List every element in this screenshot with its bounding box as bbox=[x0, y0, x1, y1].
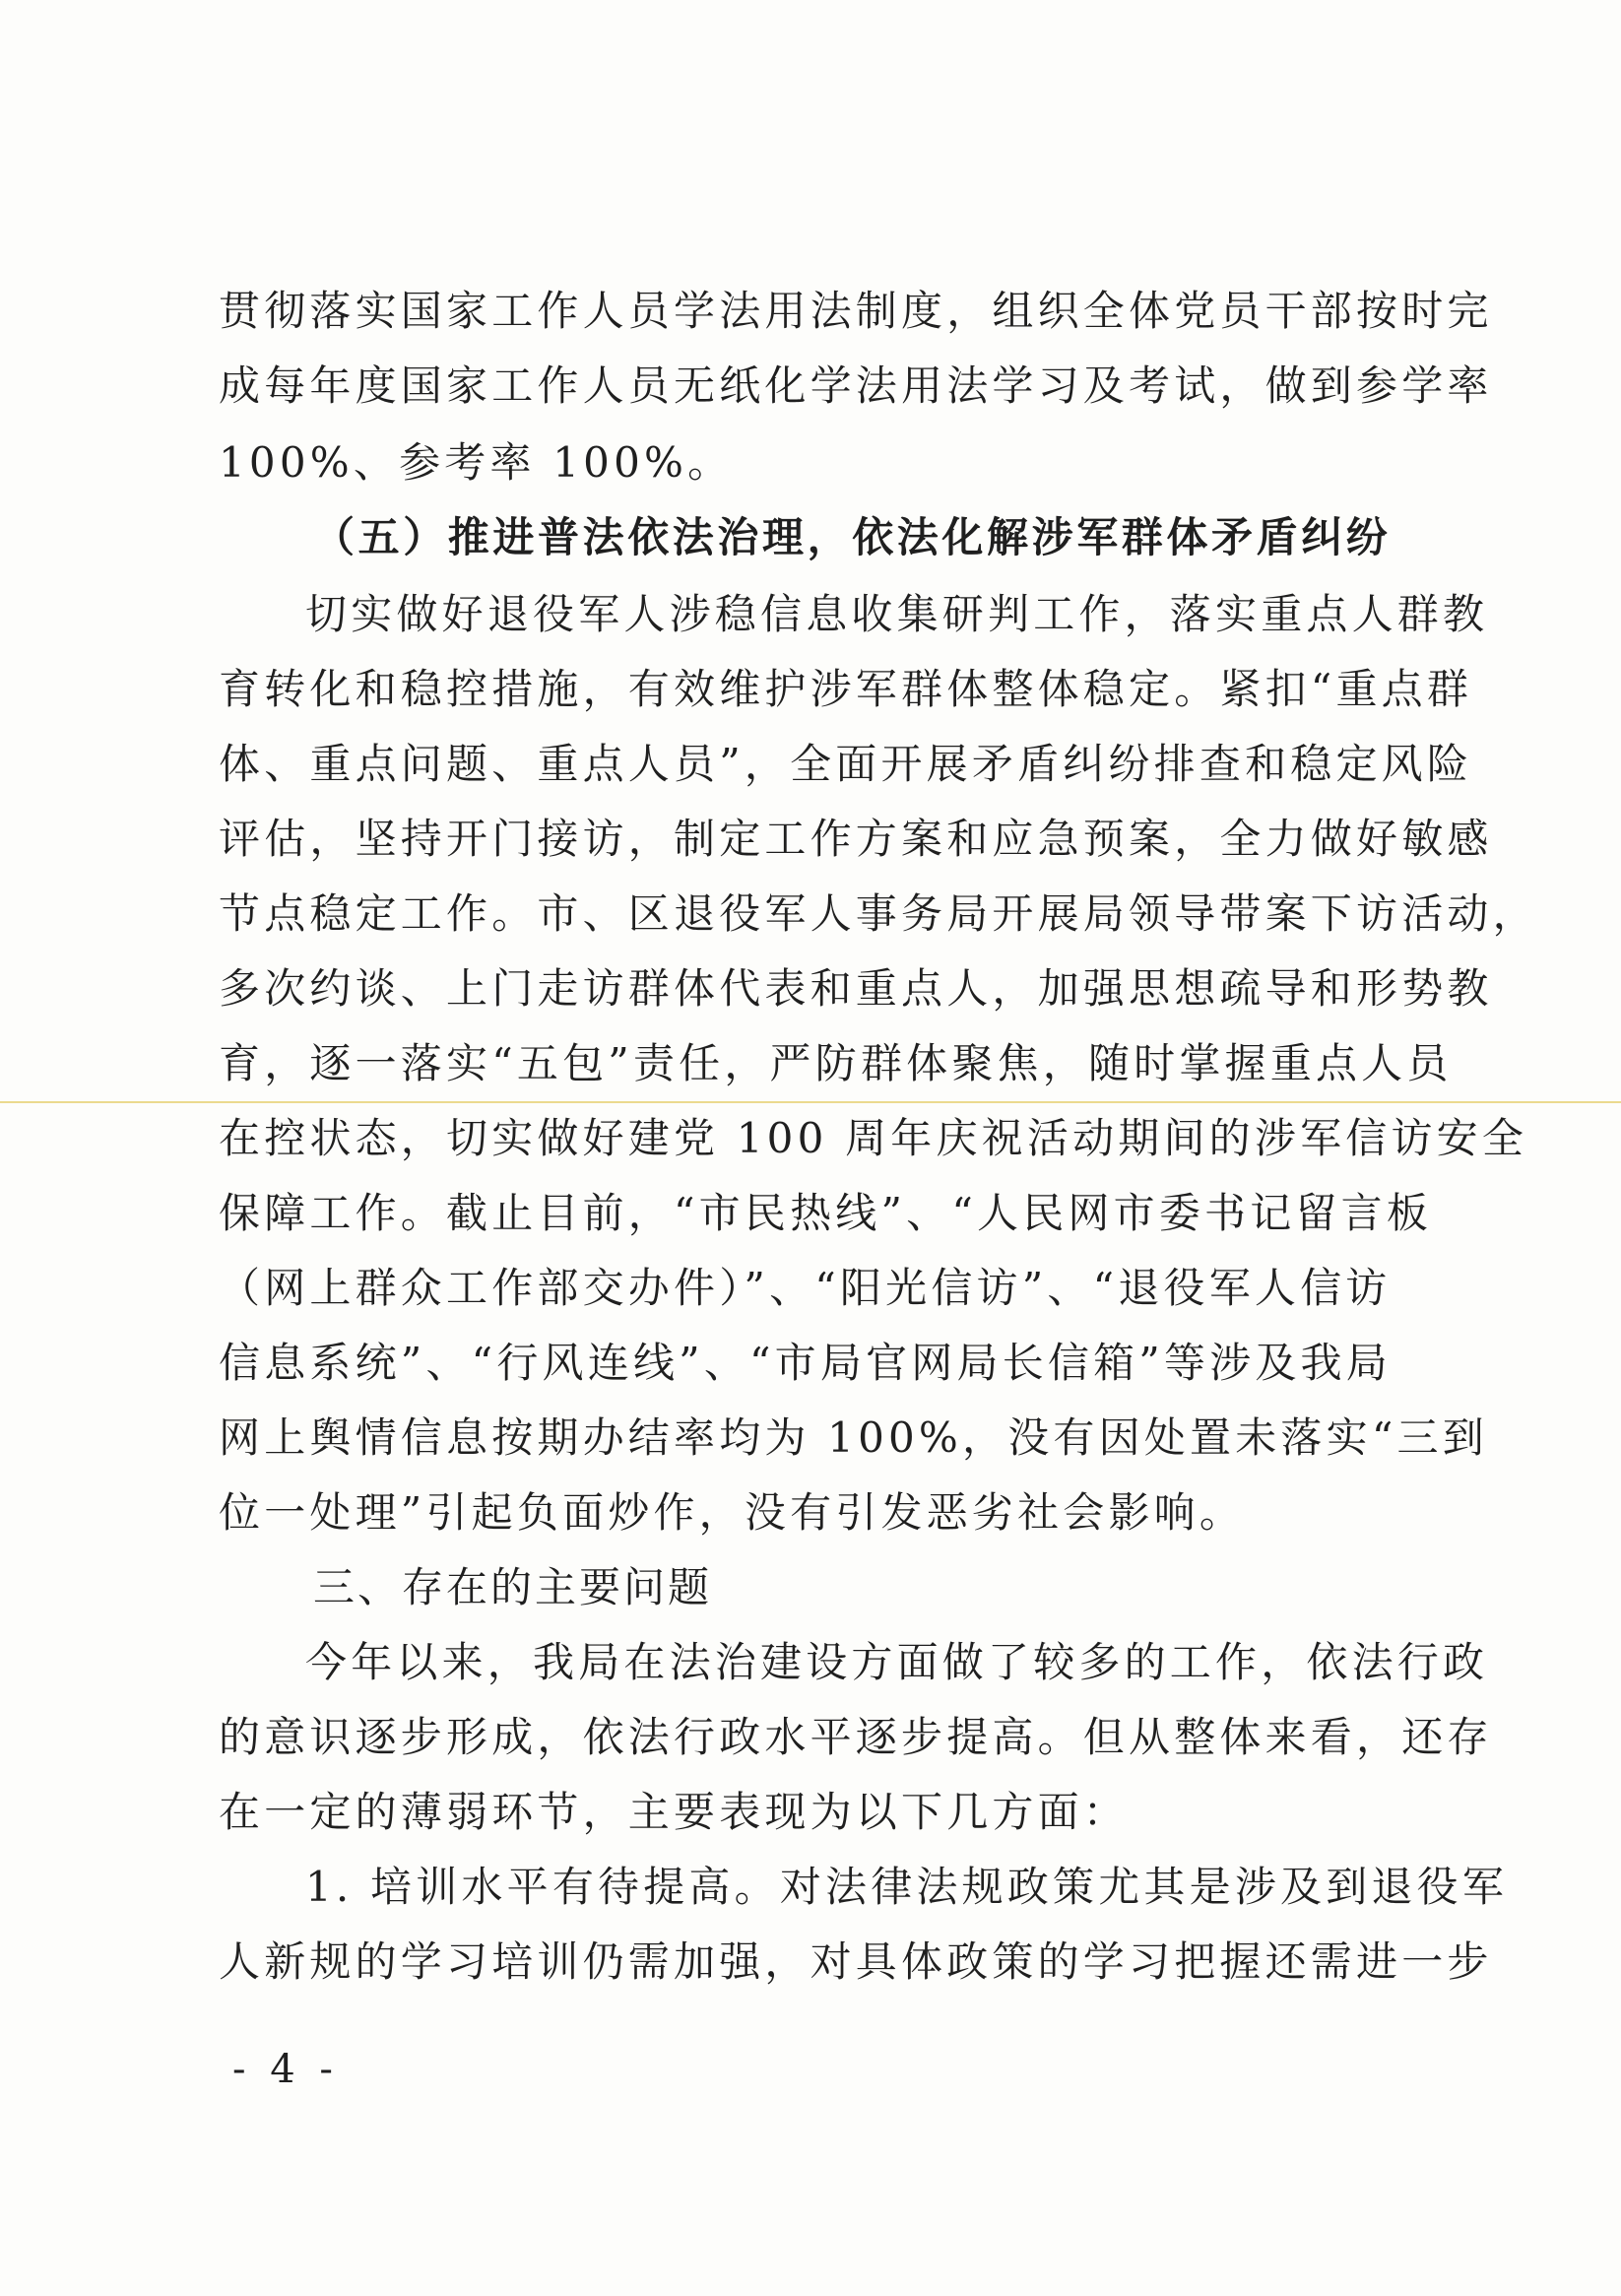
subsection-heading: （五）推进普法依法治理，依法化解涉军群体矛盾纠纷 bbox=[313, 513, 1392, 561]
body-line: 保障工作。截止目前，“市民热线”、“人民网市委书记留言板 bbox=[219, 1189, 1433, 1237]
body-line: 今年以来，我局在法治建设方面做了较多的工作，依法行政 bbox=[305, 1638, 1489, 1686]
body-line: 贯彻落实国家工作人员学法用法制度，组织全体党员干部按时完 bbox=[219, 287, 1493, 335]
body-line: 位一处理”引起负面炒作，没有引发恶劣社会影响。 bbox=[219, 1488, 1246, 1537]
body-line: 体、重点问题、重点人员”，全面开展矛盾纠纷排查和稳定风险 bbox=[219, 740, 1473, 788]
body-line: 信息系统”、“行风连线”、“市局官网局长信箱”等涉及我局 bbox=[219, 1339, 1392, 1387]
body-line: 100%、参考率 100%。 bbox=[219, 438, 734, 487]
body-line: 评估，坚持开门接访，制定工作方案和应急预案，全力做好敏感 bbox=[219, 815, 1493, 863]
body-line: 的意识逐步形成，依法行政水平逐步提高。但从整体来看，还存 bbox=[219, 1713, 1493, 1761]
body-line: 育，逐一落实“五包”责任，严防群体聚焦，随时掌握重点人员 bbox=[219, 1039, 1453, 1087]
body-line: 在一定的薄弱环节，主要表现为以下几方面： bbox=[219, 1788, 1130, 1836]
body-line: 人新规的学习培训仍需加强，对具体政策的学习把握还需进一步 bbox=[219, 1937, 1493, 1986]
page-number: - 4 - bbox=[232, 2047, 339, 2092]
body-line: 网上舆情信息按期办结率均为 100%，没有因处置未落实“三到 bbox=[219, 1413, 1488, 1462]
body-line: 在控状态，切实做好建党 100 周年庆祝活动期间的涉军信访安全 bbox=[219, 1114, 1528, 1162]
section-heading: 三、存在的主要问题 bbox=[313, 1563, 713, 1611]
scan-artifact-line bbox=[0, 1101, 1621, 1103]
body-line: 节点稳定工作。市、区退役军人事务局开展局领导带案下访活动， bbox=[219, 889, 1538, 938]
body-line: 育转化和稳控措施，有效维护涉军群体整体稳定。紧扣“重点群 bbox=[219, 665, 1473, 713]
body-line: 切实做好退役军人涉稳信息收集研判工作，落实重点人群教 bbox=[305, 590, 1489, 638]
body-line: 1. 培训水平有待提高。对法律法规政策尤其是涉及到退役军 bbox=[305, 1863, 1509, 1911]
body-line: 成每年度国家工作人员无纸化学法用法学习及考试，做到参学率 bbox=[219, 361, 1493, 410]
body-line: （网上群众工作部交办件）”、“阳光信访”、“退役军人信访 bbox=[219, 1264, 1392, 1312]
body-line: 多次约谈、上门走访群体代表和重点人，加强思想疏导和形势教 bbox=[219, 964, 1493, 1013]
